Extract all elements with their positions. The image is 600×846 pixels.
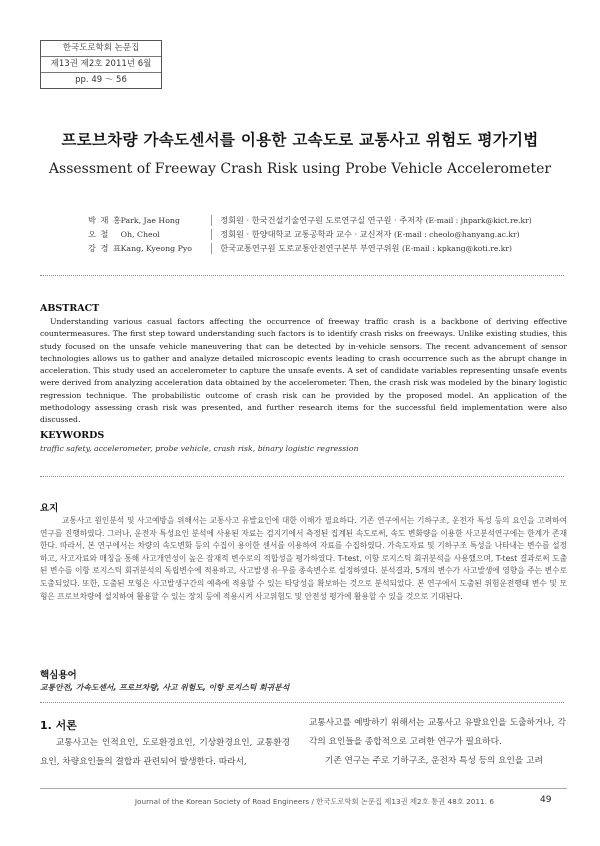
author-row — [88, 215, 532, 226]
author-email: (E-mail : kpkang@koti.re.kr) — [402, 244, 512, 253]
abstract-heading: ABSTRACT — [40, 303, 100, 314]
yoji-heading: 요지 — [40, 503, 59, 514]
author-affiliation-text: 정회원 · 한국건설기술연구원 도로연구실 연구원 · 주저자 — [220, 215, 423, 225]
intro-heading: 1. 서론 — [40, 719, 77, 732]
abstract-text: Understanding various casual factors affecting the occurrence of freeway traffic crash is a backbone of deriving effective countermeasures. The first step toward understanding such factors is to identify crash risks on freeways. Unlike existing studies, this study focused on the unsafe vehicle maneuvering that can be detected by in-vehicle sensors. The recent advancement of sensor technologies allows us to gather and analyze detailed microscopic events leading to crash occurrence such as the abrupt change in acceleration. This study used an accelerometer to capture the unsafe events. A set of candidate variables representing unsafe events were derived from analyzing acceleration data obtained by the accelerometer. Then, the crash risk was modeled by the binary logistic regression technique. The probabilistic outcome of crash risk can be provided by the proposed model. An application of the methodology assessing crash risk was presented, and further research items for the successful field implementation were also discussed. — [40, 317, 567, 425]
journal-name: 한국도로학회 논문집 — [41, 41, 161, 57]
page-number: 49 — [540, 795, 552, 805]
intro-right-paragraph: 교통사고를 예방하기 위해서는 교통사고 유발요인을 도출하거나, 각각의 요인들을 종합적으로 고려한 연구가 필요하다. — [309, 718, 566, 747]
core-keywords-text: 교통안전, 가속도센서, 프로브차량, 사고 위험도, 이항 로지스틱 회귀분석 — [40, 683, 290, 692]
core-keywords-heading: 핵심용어 — [40, 670, 77, 681]
intro-left-column: 교통사고는 인적요인, 도로환경요인, 기상환경요인, 교통환경요인, 차량요인들의 결합과 관련되어 발생한다. 따라서, — [40, 738, 290, 767]
journal-volume: 제13권 제2호 2011년 6월 — [41, 57, 161, 73]
keywords-text: traffic safety, accelerometer, probe vehicle, crash risk, binary logistic regression — [40, 444, 359, 453]
intro-right-column — [309, 714, 566, 771]
keywords-heading: KEYWORDS — [40, 430, 105, 441]
author-email: (E-mail : jhpark@kict.re.kr) — [425, 216, 532, 225]
title-korean: 프로브차량 가속도센서를 이용한 고속도로 교통사고 위험도 평가기법 — [61, 131, 539, 149]
divider — [40, 275, 564, 276]
author-affiliation — [211, 243, 512, 254]
title-english: Assessment of Freeway Crash Risk using Probe Vehicle Accelerometer — [48, 161, 552, 177]
author-row — [88, 243, 512, 254]
footer-rule — [40, 788, 567, 789]
author-name-ko: 오 철 — [88, 229, 110, 239]
author-name-en: Park, Jae Hong — [120, 216, 180, 225]
journal-pages: pp. 49 ～ 56 — [75, 75, 127, 85]
divider — [40, 476, 564, 477]
author-name-ko: 강 경 표 — [88, 243, 122, 253]
author-affiliation — [211, 229, 519, 240]
author-name-en: Kang, Kyeong Pyo — [120, 244, 192, 253]
author-affiliation-text: 한국교통연구원 도로교통안전연구본부 부연구위원 — [220, 243, 400, 253]
footer-journal-text: Journal of the Korean Society of Road Engineers / 한국도로학회 논문집 제13권 제2호 통권 48호 2011. 6 — [134, 797, 494, 806]
author-name-en: Oh, Cheol — [120, 230, 160, 239]
author-affiliation — [211, 215, 531, 226]
author-row — [88, 229, 520, 240]
intro-right-paragraph: 기존 연구는 주로 기하구조, 운전자 특성 등의 요인을 고려 — [325, 756, 543, 766]
author-affiliation-text: 정회원 · 한양대학교 교통공학과 교수 · 교신저자 — [220, 229, 392, 239]
divider — [40, 702, 564, 703]
journal-info-box — [40, 40, 162, 89]
yoji-text: 교통사고 원인분석 및 사고예방을 위해서는 교통사고 유발요인에 대한 이해가 필요하다. 기존 연구에서는 기하구조, 운전자 특성 등의 요인을 고려하여 연구를 진행하였다. 그러나, 운전자 특성요인 분석에 사용된 자료는 검지기에서 측정된 집계된 속도로써, 속도 변화량을 이용한 사고분석연구에는 한계가 존재한다. 따라서, 본 연구에서는 차량의 속도변화 등의 수집이 용이한 센서를 이용하여 자료를 수집하였다. 가속도자료 및 기하구조 특성을 나타내는 변수를 설정하고, 사고자료와 매칭을 통해 사고개연성이 높은 잠재적 변수로의 적합성을 평가하였다. T-test, 이항 로지스틱 회귀분석을 사용했으며, T-test 결과로써 도출된 변수를 이항 로지스틱 회귀분석의 독립변수에 적용하고, 사고발생 유·무를 종속변수로 설정하였다. 분석결과, 5개의 변수가 사고발생에 영향을 주는 변수로 도출되었다. 또한, 도출된 모형은 사고발생구간의 예측에 적용할 수 있는 타당성을 확보하는 것으로 분석되었다. 본 연구에서 도출된 위험운전행태 변수 및 모형은 프로브차량에 설치하여 활용할 수 있는 장치 등에 적용시켜 사고위험도 및 안전성 평가에 활용할 수 있을 것으로 기대된다. — [40, 516, 567, 601]
author-name-ko: 박 재 홍 — [88, 215, 122, 225]
author-email: (E-mail : cheolo@hanyang.ac.kr) — [393, 230, 520, 239]
